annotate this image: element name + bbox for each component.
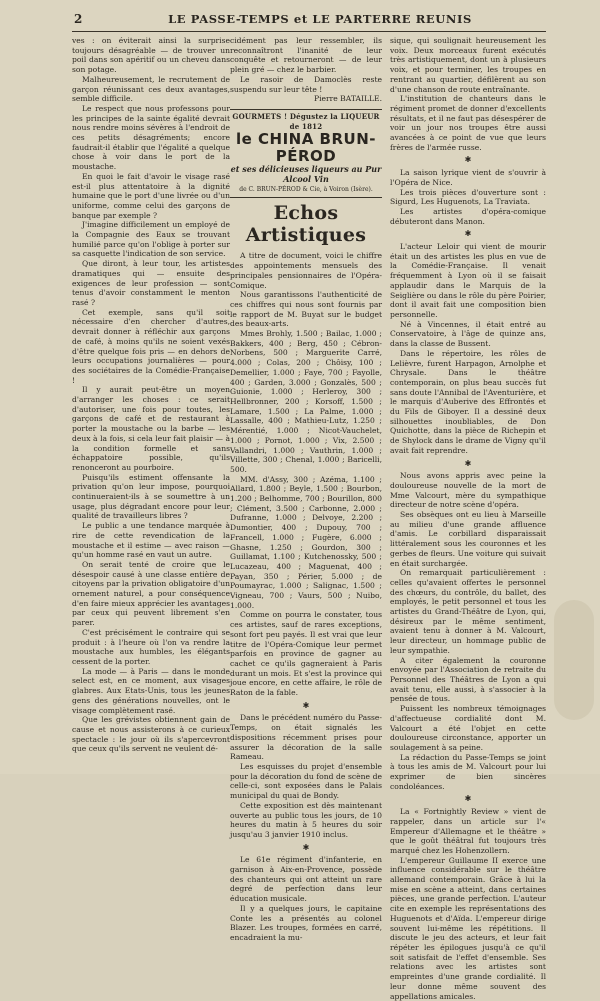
paragraph: Le rasoir de Damoclès reste suspendu sur leur tête ! [230,74,382,94]
paragraph: Que les grévistes obtiennent gain de cause et nous assisterons à ce curieux spectacle : le jour où ils s'apercevront que ceux qu'ils servent ne veulent dé- [72,715,230,754]
paragraph: Les trois pièces d'ouverture sont : Sigurd, Les Huguenots, La Traviata. [390,187,546,207]
paragraph: Ses obsèques ont eu lieu à Marseille au milieu d'une grande affluence d'amis. Le corbillard disparaissait littéralement sous les couronnes et les gerbes de fleurs. Une voiture qui suivait en était surchargée. [390,510,546,568]
page-number: 2 [74,12,83,26]
paragraph: La « Fortnightly Review » vient de rappeler, dans un article sur l'« Empereur d'Allemagne et le théâtre » que le goût théâtral fut toujours très marqué chez les Hohenzollern. [390,807,546,855]
separator: ✱ [302,700,310,710]
paragraph: J'imagine difficilement un employé de la Compagnie des Eaux se trouvant humilié parce qu'on l'oblige à porter sur sa casquette l'indication de son service. [72,220,230,259]
paragraph: Les esquisses du projet d'ensemble pour la décoration du fond de scène de celle-ci, sont exposées dans le Palais municipal du quai de Bondy. [230,762,382,801]
paragraph: Comme on pourra le constater, tous ces artistes, sauf de rares exceptions, sont fort peu payés. Il est vrai que leur titre de l'Opéra-Comique leur permet parfois en province de gagner au cachet ce qu'ils gagneraient à Paris durant un mois. Et s'est la province qui joue encore, en cette affaire, le rôle de Raton de la fable. [230,610,382,698]
paragraph: Nous avons appris avec peine la douloureuse nouvelle de la mort de Mme Valcourt, mère du sympathique directeur de notre scène d'opéra. [390,471,546,510]
page-title: LE PASSE-TEMPS et LE PARTERRE REUNIS [168,12,472,26]
paragraph: Nous garantissons l'authenticité de ces chiffres qui nous sont fournis par le rapport de M. Buyat sur le budget des beaux-arts. [230,290,382,329]
paragraph: La saison lyrique vient de s'ouvrir à l'Opéra de Nice. [390,168,546,187]
paragraph: sique, qui soulignait heureusement les voix. Deux morceaux furent exécutés très artistiquement, dont un à plusieurs voix, et pour terminer, les troupes en rentrant au quartier, défilèrent au son d'une chanson de route entraînante. [390,36,546,94]
paragraph: Dans le répertoire, les rôles de Lelièvre, furent Harpagon, Arnolphe et Chrysale. Dans le théâtre contemporain, on plus beau succès fut sans doute l'Annibal de l'Aventurière, et le marquis d'Auberive des Effrontés et du Fils de Giboyer. Il a dessiné deux silhouettes inoubliables, de Don Quichotte, dans la pièce de Richepin et de Shylock dans le drame de Vigny qu'il avait fait reprendre. [390,348,546,455]
paragraph: L'empereur Guillaume II exerce une influence considérable sur le théâtre allemand contemporain. Grâce à lui la mise en scène a atteint, dans certaines pièces, une grande perfection. L'auteur cite en exemple les représentations des Huguenots et d'Aïda. L'empereur dirige souvent lui-même les répétitions. Il discute le jeu des acteurs, et leur fait répéter les épilogues jusqu'à ce qu'il soit satisfait de l'effet d'ensemble. Ses relations avec les artistes sont empreintes d'une grande cordialité. Il leur donne même souvent des appellations amicales. [390,855,546,1001]
paragraph: Le public a une tendance marquée à rire de cette revendication de la moustache et il estime — avec raison — qu'un homme rasé en vaut un autre. [72,521,230,560]
paragraph: Il y a quelques jours, le capitaine Conte les a présentés au colonel Blazer. Les troupes, formées en carré, encadraient la mu- [230,903,382,942]
separator: ✱ [464,229,472,239]
paragraph: C'est précisément le contraire qui se produit : à l'heure où l'on va rendre la moustache aux humbles, les élégants cessent de la porter. [72,627,230,666]
paragraph: On remarquait particulièrement : celles qu'avaient offertes le personnel des chœurs, du contrôle, du ballet, des employés, le petit personnel et tous les artistes du Grand-Théâtre de Lyon, qui, désireux par le même sentiment, avaient tenu à donner à M. Valcourt, leur directeur, un hommage public de leur sympathie. [390,568,546,655]
column-2 [230,36,382,942]
ad-line-1: GOURMETS ! Dégustez la LIQUEUR de 1812 [232,111,380,131]
paragraph: Mmes Brohly, 1.500 ; Bailac, 1.000 ; Bakkers, 400 ; Berg, 450 ; Cébron-Norbens, 500 ; Marguerite Carré, 4.000 ; Colas, 200 ; Chôisy, 100 ; Demellier, 1.000 ; Faye, 700 ; Fayolle, 400 ; Garden, 3.000 ; Gonzalès, 500 ; Guionie, 1.000 ; Herleroy, 300 ; Hellbronner, 200 ; Korsoff, 1.500 ; Lamare, 1.500 ; La Palme, 1.000 ; Lassalle, 400 ; Mathieu-Lutz, 1.250 ; Mérentié, 1.000 ; Nicot-Vauchelet, 1.000 ; Pornot, 1.000 ; Vix, 2.500 ; Vallandri, 1.000 ; Vauthrin, 1.000 ; Villette, 300 ; Chenal, 1.000 ; Baricelli, 500. [230,329,382,474]
page-header [0,0,600,34]
paper-stain [554,600,594,720]
paragraph: L'institution de chanteurs dans le régiment promet de donner d'excellents résultats, et il ne faut pas désespérer de voir un jour nos troupes être aussi avancées à ce point de vue que leurs frères de l'armée russe. [390,94,546,152]
separator: ✱ [464,155,472,165]
header-rule [72,31,546,32]
paragraph: Cet exemple, sans qu'il soit nécessaire d'en chercher d'autres, devrait donner à réfléchir aux garçons de café, à moins qu'ils ne soient vexés d'être quelque fois pris — en dehors de leurs occupations journalières — pour des sociétaires de la Comédie-Française ! [72,307,230,385]
paragraph: Il y aurait peut-être un moyen d'arranger les choses : ce serait d'autoriser, une fois pour toutes, les garçons de café et de restaurant à porter la moustache ou la barbe — les deux à la fois, si cela leur fait plaisir — à la condition formelle et sans échappatoire possible, qu'ils renonceront au pourboire. [72,385,230,472]
paragraph: Le 61e régiment d'infanterie, en garnison à Aix-en-Provence, possède des chanteurs qui ont atteint un rare degré de perfection dans leur éducation musicale. [230,855,382,904]
paragraph: MM. d'Assy, 300 ; Azéma, 1.100 ; Allard, 1.800 ; Beyle, 1.500 ; Bourbon, 1.200 ; Belhomme, 700 ; Bourillon, 800 ; Clément, 3.500 ; Carbonne, 2.000 ; Dufranne, 1.000 ; Delvoye, 2.200 ; Dumontier, 400 ; Dupouy, 700 ; Francell, 1.000 ; Fugère, 6.000 ; Ghasne, 1.250 ; Gourdon, 300 ; Guillamat, 1.100 ; Kutchenossky, 500 ; Lucazeau, 400 ; Maguenat, 400 ; Payan, 350 ; Périer, 5.000 ; de Poumayrac, 1.000 ; Salignac, 1.500 ; Vigneau, 700 ; Vaurs, 500 ; Nuibo, 1.000. [230,474,382,610]
advertisement [230,109,382,199]
paragraph: Que diront, à leur tour, les artistes dramatiques qui — ensuite des exigences de leur profession — sont tenus d'avoir constamment le menton rasé ? [72,259,230,307]
separator: ✱ [302,842,310,852]
ad-brand: le CHINA BRUN-PÉROD [235,130,376,166]
paragraph: En quoi le fait d'avoir le visage rasé est-il plus attentatoire à la dignité humaine que le port d'une livrée ou d'un uniforme, comme celui des garçons de banque par exemple ? [72,171,230,220]
paragraph: Dans le précédent numéro du Passe-Temps, on était signalés les dispositions récemment prises pour assurer la décoration de la salle Rameau. [230,713,382,762]
paragraph: On serait tenté de croire que le désespoir causé à une classe entière de citoyens par la privation obligatoire d'un ornement naturel, a pour conséquence d'en faire mieux apprécier les avantages par ceux qui peuvent librement s'en parer. [72,559,230,628]
separator: ✱ [464,458,472,468]
paragraph: Le respect que nous professons pour les principes de la sainte égalité devrait nous rendre moins sévères à l'endroit de ces petits désagréments; encore faudrait-il établir que l'égalité a quelque chose à voir dans le port de la moustache. [72,103,230,172]
paragraph: A titre de document, voici le chiffre des appointements mensuels des principales pensionnaires de l'Opéra-Comique. [230,251,382,290]
paragraph: Puissent les nombreux témoignages d'affectueuse cordialité dont M. Valcourt a été l'objet en cette douloureuse circonstance, apporter un soulagement à sa peine. [390,704,546,752]
separator: ✱ [464,794,472,804]
column-3 [390,36,546,1001]
paragraph: Malheureusement, le recrutement de garçon réunissant ces deux avantages, semble difficile. [72,74,230,104]
column-1 [72,36,230,766]
section-title: Echos Artistiques [245,202,367,247]
paragraph: cidément pas leur ressembler, ils reconnaîtront l'inanité de leur conquête et retourneront — de leur plein gré — chez le barbier. [230,36,382,75]
paragraph: Né à Vincennes, il était entré au Conservatoire, à l'âge de quinze ans, dans la classe de Bussent. [390,319,546,349]
paragraph: A citer également la couronne envoyée par l'Association de retraite du Personnel des Théâtres de Lyon a qui avait tenu, elle aussi, à s'associer à la pensée de tous. [390,655,546,704]
ad-line-4: de C. BRUN-PÉROD & Cie, à Voiron (Isère). [239,185,373,193]
paragraph: La rédaction du Passe-Temps se joint à tous les amis de M. Valcourt pour lui exprimer de bien sincères condoléances. [390,752,546,791]
author-signature: Pierre BATAILLE. [313,94,382,104]
paragraph: Les artistes d'opéra-comique débuteront dans Manon. [390,206,546,226]
paragraph: ves : on éviterait ainsi la surprise toujours désagréable — de trouver un poil dans son apéritif ou un cheveu dans son potage. [72,36,230,75]
paragraph: L'acteur Leloir qui vient de mourir était un des artistes les plus en vue de la Comédie-Française. Il venait fréquemment à Lyon où il se faisait applaudir dans le Marquis de la Seiglière ou dans le rôle du père Poirier, dont il avait fait une composition bien personnelle. [390,242,546,319]
paragraph: La mode — à Paris — dans le monde select est, en ce moment, aux visages glabres. Aux Etats-Unis, tous les jeunes gens des générations nouvelles, ont le visage complètement rasé. [72,666,230,715]
ad-line-3: et ses délicieuses liqueurs au Pur Alcool Vin [230,164,382,185]
paragraph: Puisqu'ils estiment offensante la privation qu'on leur impose, pourquoi continueraient-ils à se soumettre à un usage, plus dégradant encore pour leur qualité de travailleurs libres ? [72,472,230,521]
paragraph: Cette exposition est dès maintenant ouverte au public tous les jours, de 10 heures du matin à 5 heures du soir jusqu'au 3 janvier 1910 inclus. [230,800,382,839]
